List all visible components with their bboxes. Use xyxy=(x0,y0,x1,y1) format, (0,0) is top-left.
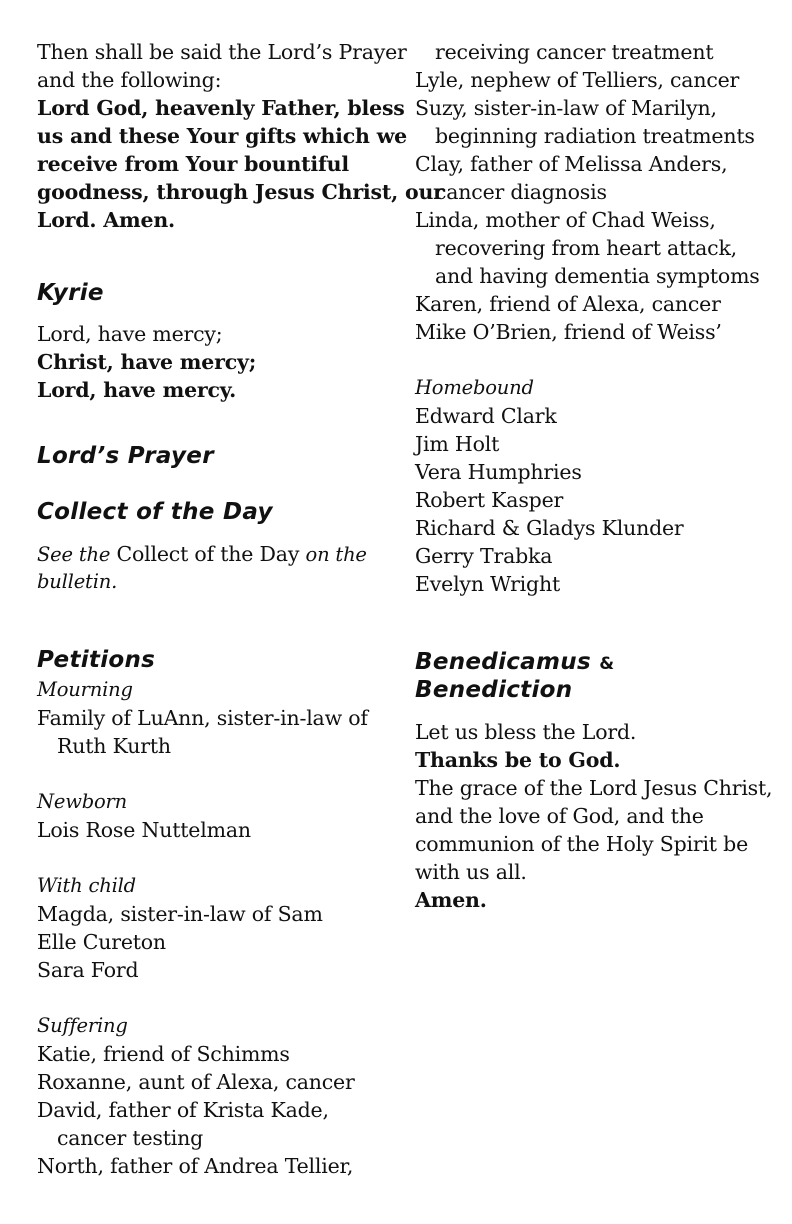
kyrie-line: Lord, have mercy; xyxy=(37,322,223,346)
list-item: Linda, mother of Chad Weiss, xyxy=(415,208,716,232)
list-item: Suzy, sister-in-law of Marilyn, xyxy=(415,96,717,120)
mourning-label: Mourning xyxy=(37,678,133,701)
list-item: Roxanne, aunt of Alexa, cancer xyxy=(37,1070,355,1094)
benediction-line: with us all. xyxy=(415,860,527,884)
collect-note xyxy=(37,540,367,569)
list-item: Katie, friend of Schimms xyxy=(37,1042,290,1066)
intro-line: and the following: xyxy=(37,68,222,92)
benediction-line: and the love of God, and the xyxy=(415,804,704,828)
blessing-line: Lord God, heavenly Father, bless xyxy=(37,96,405,120)
list-item: Lyle, nephew of Telliers, cancer xyxy=(415,68,740,92)
benediction-line: Thanks be to God. xyxy=(415,748,621,772)
benediction-heading: Benediction xyxy=(415,677,573,703)
list-item: Jim Holt xyxy=(415,432,500,456)
list-item: Evelyn Wright xyxy=(415,572,561,596)
newborn-label: Newborn xyxy=(37,790,127,813)
list-item: Edward Clark xyxy=(415,404,557,428)
list-item: Sara Ford xyxy=(37,958,139,982)
suffering-label: Suffering xyxy=(37,1014,128,1037)
list-item: receiving cancer treatment xyxy=(435,40,714,64)
list-item: David, father of Krista Kade, xyxy=(37,1098,329,1122)
list-item: Vera Humphries xyxy=(415,460,582,484)
list-item: cancer testing xyxy=(57,1126,204,1150)
intro-line: Then shall be said the Lord’s Prayer xyxy=(37,40,407,64)
list-item: recovering from heart attack, xyxy=(435,236,738,260)
kyrie-heading: Kyrie xyxy=(37,280,104,306)
list-item: Richard & Gladys Klunder xyxy=(415,516,684,540)
with-child-label: With child xyxy=(37,874,136,897)
ampersand: & xyxy=(599,654,615,674)
list-item: Clay, father of Melissa Anders, xyxy=(415,152,728,176)
list-item: and having dementia symptoms xyxy=(435,264,760,288)
list-item: beginning radiation treatments xyxy=(435,124,755,148)
benedicamus-heading-text: Benedicamus xyxy=(415,649,591,675)
blessing-line: receive from Your bountiful xyxy=(37,152,349,176)
kyrie-line: Christ, have mercy; xyxy=(37,350,257,374)
benediction-line: Let us bless the Lord. xyxy=(415,720,637,744)
list-item: Family of LuAnn, sister-in-law of xyxy=(37,706,368,730)
list-item: Gerry Trabka xyxy=(415,544,553,568)
list-item: Mike O’Brien, friend of Weiss’ xyxy=(415,320,722,344)
list-item: North, father of Andrea Tellier, xyxy=(37,1154,354,1178)
list-item: Lois Rose Nuttelman xyxy=(37,818,251,842)
petitions-heading: Petitions xyxy=(37,647,156,673)
benediction-line: communion of the Holy Spirit be xyxy=(415,832,749,856)
blessing-line: us and these Your gifts which we xyxy=(37,124,407,148)
homebound-label: Homebound xyxy=(415,376,534,399)
list-item: cancer diagnosis xyxy=(435,180,607,204)
collect-note: bulletin. xyxy=(37,570,118,593)
list-item: Karen, friend of Alexa, cancer xyxy=(415,292,721,316)
list-item: Elle Cureton xyxy=(37,930,166,954)
benediction-line: Amen. xyxy=(415,888,487,912)
collect-see: See the xyxy=(37,543,111,566)
collect-on: on the xyxy=(305,543,367,566)
blessing-line: Lord. Amen. xyxy=(37,208,175,232)
list-item: Magda, sister-in-law of Sam xyxy=(37,902,323,926)
benediction-line: The grace of the Lord Jesus Christ, xyxy=(415,776,773,800)
list-item: Ruth Kurth xyxy=(57,734,171,758)
list-item: Robert Kasper xyxy=(415,488,564,512)
blessing-line: goodness, through Jesus Christ, our xyxy=(37,180,444,204)
lords-prayer-heading: Lord’s Prayer xyxy=(37,443,214,469)
kyrie-line: Lord, have mercy. xyxy=(37,378,237,402)
benedicamus-heading xyxy=(415,648,614,678)
collect-name: Collect of the Day xyxy=(116,542,300,566)
collect-heading: Collect of the Day xyxy=(37,499,273,525)
